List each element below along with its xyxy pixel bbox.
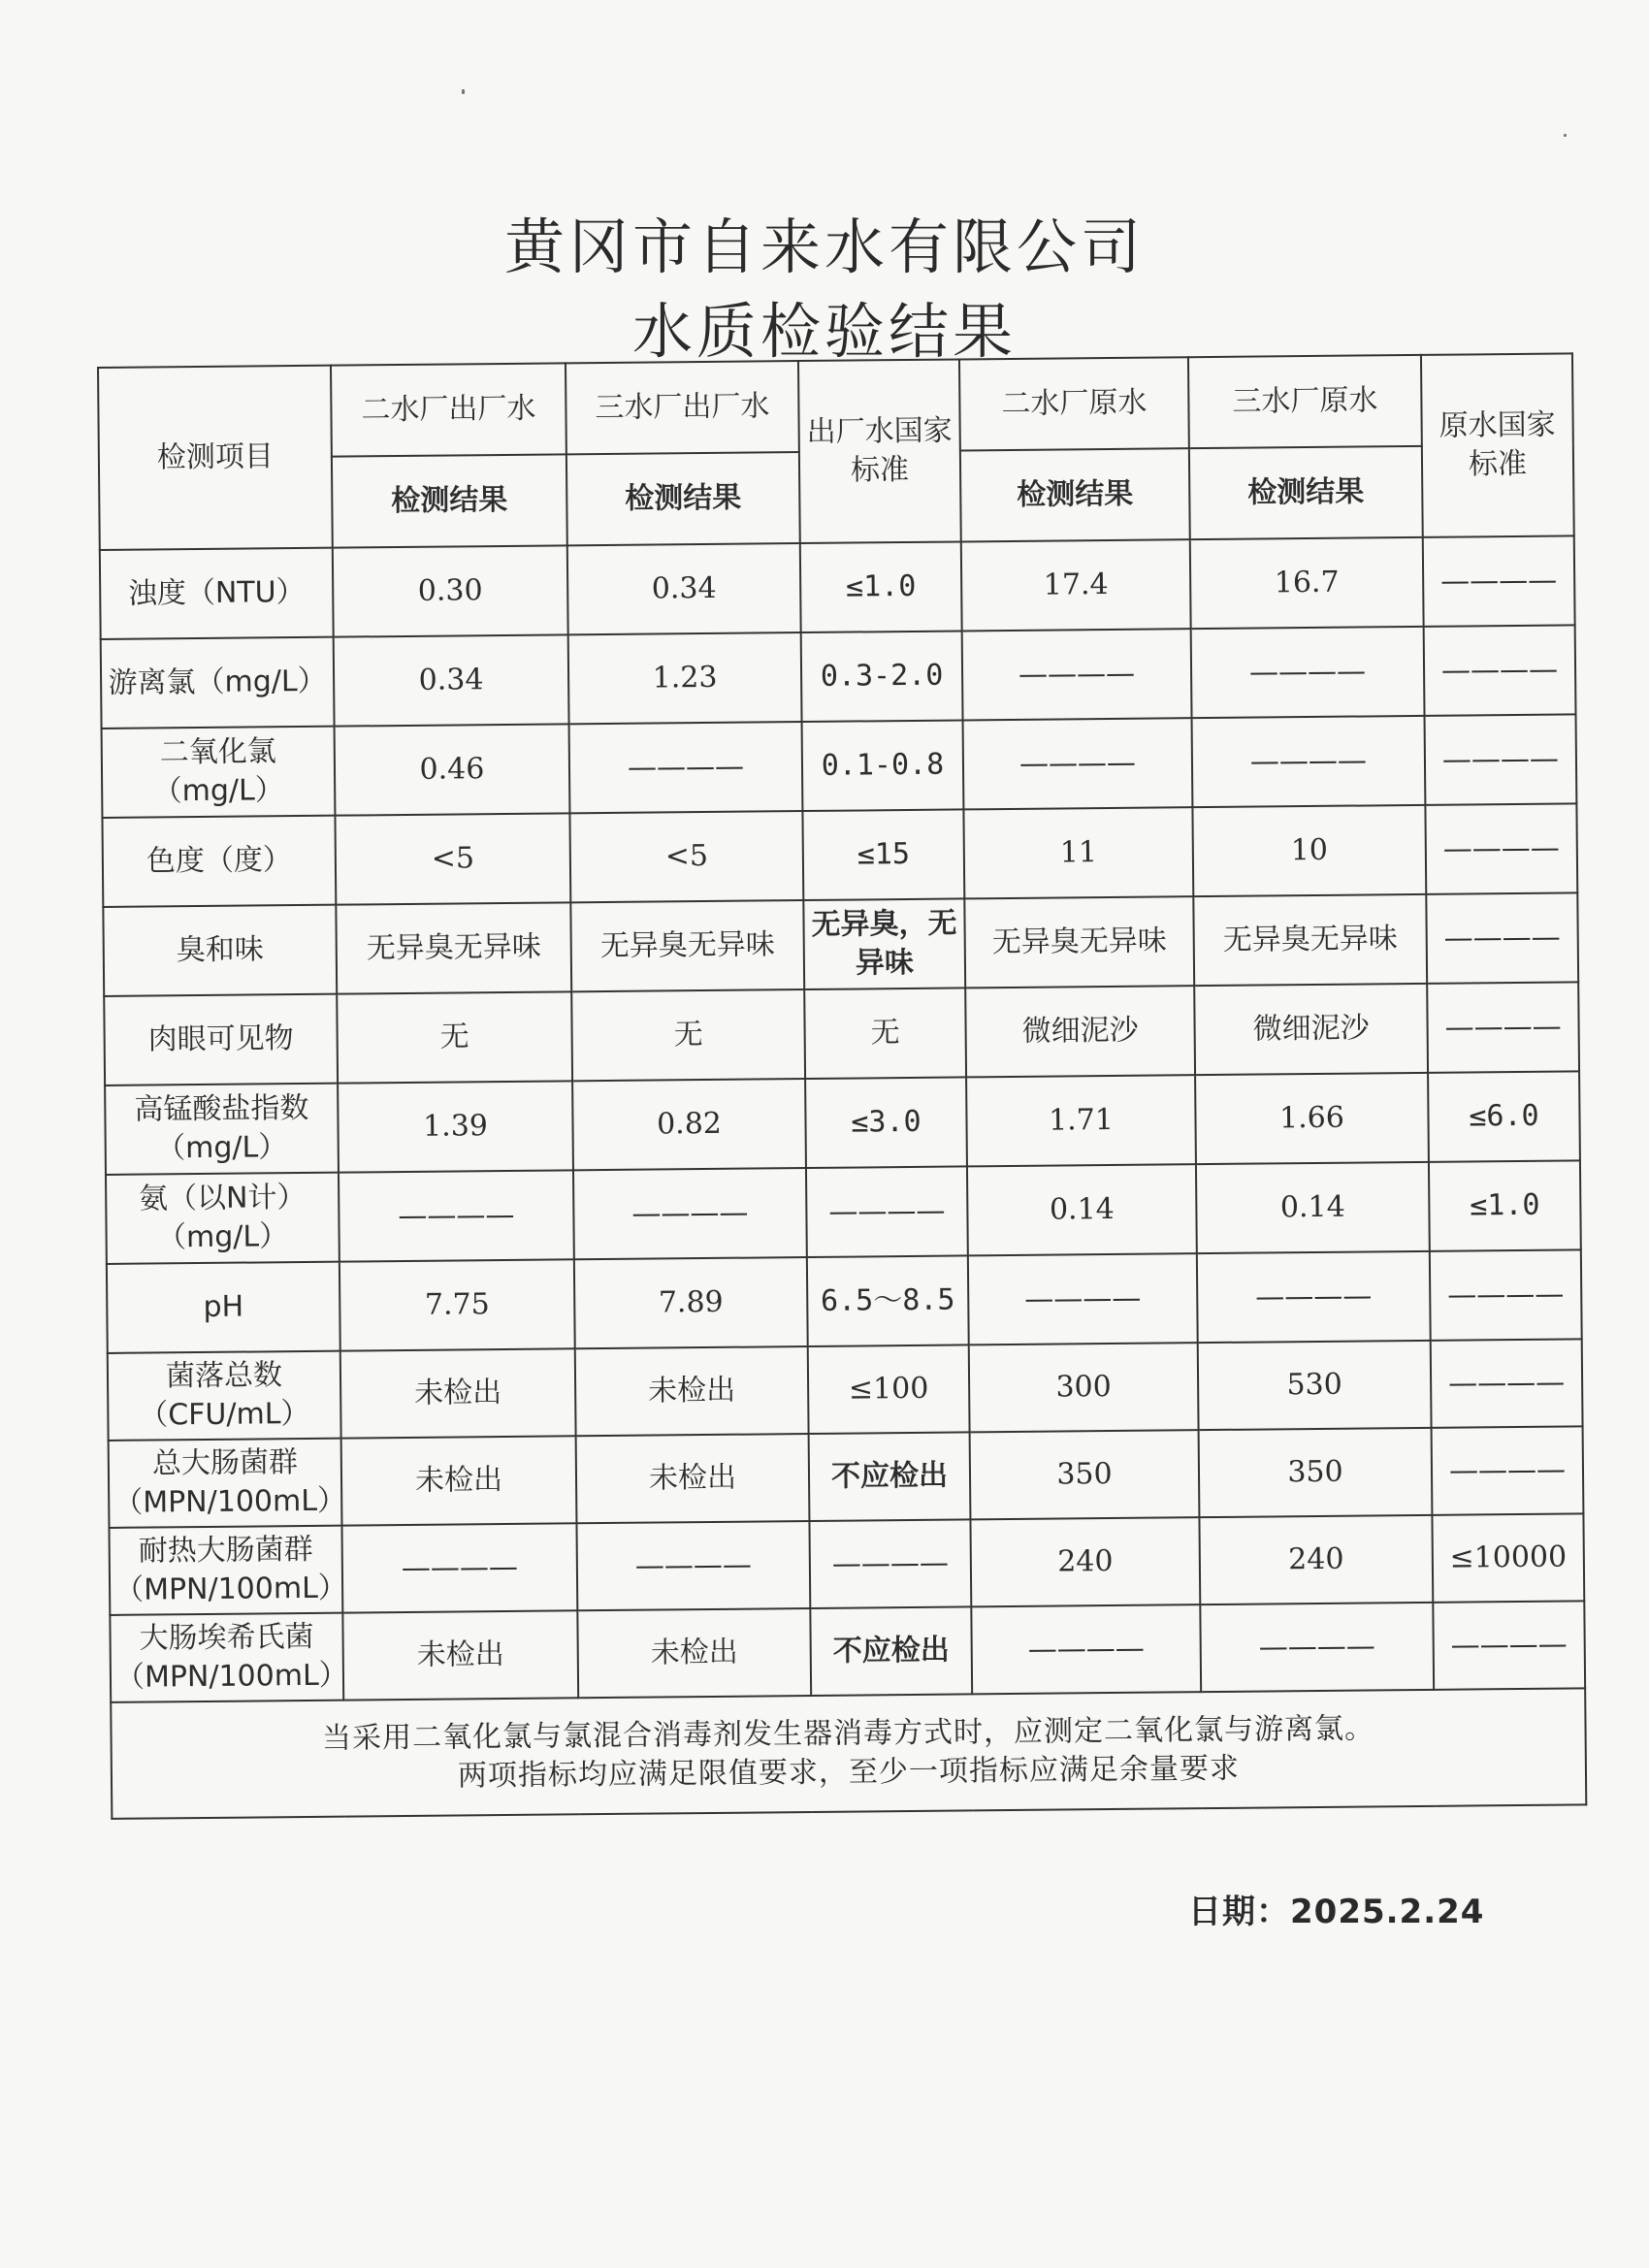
cell-standard: 无 xyxy=(804,988,966,1079)
company-title: 黄冈市自来水有限公司 xyxy=(503,211,1145,282)
cell-standard: ≤15 xyxy=(802,809,964,900)
note-line-1: 当采用二氧化氯与氯混合消毒剂发生器消毒方式时，应测定二氧化氯与游离氯。 xyxy=(321,1710,1375,1756)
table-row xyxy=(102,803,1577,907)
header-col3: 出厂水国家标准 xyxy=(798,359,961,543)
table-row xyxy=(107,1249,1582,1353)
header-col4: 二水厂原水 xyxy=(959,357,1189,450)
cell-value: 530 xyxy=(1198,1341,1432,1430)
cell-value: 0.82 xyxy=(572,1079,806,1170)
cell-value: ———— xyxy=(569,722,803,813)
cell-value: 微细泥沙 xyxy=(1194,984,1428,1075)
cell-standard: ———— xyxy=(1430,1249,1582,1340)
row-item: 浊度（NTU） xyxy=(100,548,334,639)
cell-standard: ———— xyxy=(1433,1601,1585,1689)
cell-value: 350 xyxy=(970,1430,1200,1519)
cell-value: ———— xyxy=(573,1168,807,1259)
cell-value: 0.14 xyxy=(967,1164,1197,1255)
cell-value: 无 xyxy=(337,991,572,1083)
cell-value: 0.34 xyxy=(334,634,569,726)
cell-value: 0.34 xyxy=(567,543,801,634)
row-item: 耐热大肠菌群（MPN/100mL） xyxy=(109,1526,342,1615)
cell-value: 17.4 xyxy=(961,539,1191,631)
cell-standard: ———— xyxy=(1423,535,1575,626)
cell-value: 无异臭无异味 xyxy=(964,896,1194,988)
header-col6: 原水国家标准 xyxy=(1421,353,1574,536)
cell-standard: ———— xyxy=(1425,714,1577,804)
cell-value: ———— xyxy=(1200,1603,1434,1692)
cell-value: ———— xyxy=(968,1253,1198,1345)
cell-value: ———— xyxy=(576,1521,810,1610)
table-row xyxy=(108,1339,1583,1441)
cell-value: 0.30 xyxy=(333,545,568,636)
cell-value: 1.23 xyxy=(568,632,802,724)
cell-value: ———— xyxy=(963,718,1193,809)
table-row xyxy=(103,892,1578,996)
table-row xyxy=(109,1426,1584,1528)
cell-standard: ≤6.0 xyxy=(1428,1071,1580,1161)
cell-value: 350 xyxy=(1199,1428,1433,1517)
row-item: 游离氯（mg/L） xyxy=(101,637,335,729)
cell-value: 未检出 xyxy=(341,1436,577,1525)
cell-standard: ≤3.0 xyxy=(805,1077,967,1168)
header-row xyxy=(98,353,1573,459)
cell-value: ———— xyxy=(1191,627,1425,718)
table-row xyxy=(104,982,1579,1085)
header-col1: 二水厂出厂水 xyxy=(331,363,566,456)
table-row xyxy=(100,535,1575,639)
header-item: 检测项目 xyxy=(98,366,333,550)
cell-value: 微细泥沙 xyxy=(965,986,1195,1077)
cell-standard: ———— xyxy=(1432,1426,1584,1514)
row-item: 高锰酸盐指数（mg/L） xyxy=(105,1084,339,1175)
cell-standard: 无异臭，无异味 xyxy=(803,898,965,989)
cell-standard: ———— xyxy=(1431,1339,1583,1427)
table-row xyxy=(105,1071,1580,1175)
cell-standard: 不应检出 xyxy=(809,1432,971,1521)
row-item: 总大肠菌群（MPN/100mL） xyxy=(109,1439,342,1528)
row-item: 二氧化氯（mg/L） xyxy=(102,727,336,818)
header-result-4: 检测结果 xyxy=(960,448,1190,541)
cell-standard: ———— xyxy=(1427,982,1579,1072)
table-row xyxy=(106,1160,1581,1264)
cell-value: 300 xyxy=(969,1343,1199,1432)
cell-value: 1.71 xyxy=(966,1075,1196,1166)
note-cell xyxy=(111,1688,1586,1819)
cell-standard: ———— xyxy=(1424,625,1576,715)
row-item: 菌落总数（CFU/mL） xyxy=(108,1351,341,1441)
cell-standard: ———— xyxy=(1426,892,1578,983)
cell-value: 未检出 xyxy=(577,1608,811,1698)
cell-value: ———— xyxy=(339,1170,574,1261)
row-item: pH xyxy=(107,1262,340,1353)
row-item: 肉眼可见物 xyxy=(104,994,338,1085)
results-table xyxy=(97,352,1587,1820)
cell-value: 240 xyxy=(1199,1515,1433,1604)
cell-value: 0.14 xyxy=(1196,1162,1430,1253)
cell-value: 10 xyxy=(1192,805,1426,896)
note-line-2: 两项指标均应满足限值要求，至少一项指标应满足余量要求 xyxy=(457,1751,1241,1794)
cell-standard: ≤1.0 xyxy=(1429,1160,1581,1250)
note-row xyxy=(111,1688,1586,1819)
table-row xyxy=(101,625,1576,729)
row-item: 氨（以N计）（mg/L） xyxy=(106,1173,340,1264)
cell-standard: 0.1-0.8 xyxy=(802,720,964,811)
report-date: 日期：2025.2.24 xyxy=(1188,1893,1485,1931)
row-item: 色度（度） xyxy=(102,816,336,907)
cell-standard: 不应检出 xyxy=(810,1606,972,1696)
cell-standard: ———— xyxy=(1425,803,1577,893)
cell-value: 7.89 xyxy=(574,1257,808,1348)
report-subtitle: 水质检验结果 xyxy=(631,296,1017,367)
header-result-5: 检测结果 xyxy=(1189,446,1423,539)
table-row xyxy=(110,1601,1585,1702)
cell-value: 无异臭无异味 xyxy=(336,902,571,993)
cell-standard: ———— xyxy=(809,1519,971,1608)
header-result-2: 检测结果 xyxy=(566,452,800,545)
cell-value: 未检出 xyxy=(576,1434,810,1523)
cell-value: ———— xyxy=(1192,716,1426,807)
cell-value: <5 xyxy=(569,811,803,902)
cell-standard: ≤1.0 xyxy=(800,541,962,632)
cell-value: 未检出 xyxy=(340,1348,576,1438)
cell-standard: 6.5～8.5 xyxy=(807,1255,969,1346)
table-row xyxy=(102,714,1577,818)
cell-standard: ≤100 xyxy=(808,1345,970,1434)
cell-value: ———— xyxy=(962,629,1192,720)
cell-value: 7.75 xyxy=(340,1259,575,1350)
header-col5: 三水厂原水 xyxy=(1188,355,1422,448)
cell-value: 1.66 xyxy=(1195,1073,1429,1164)
cell-value: <5 xyxy=(335,813,570,904)
cell-standard: ———— xyxy=(806,1166,968,1257)
header-result-1: 检测结果 xyxy=(332,454,567,547)
cell-value: ———— xyxy=(1197,1251,1431,1343)
cell-value: 240 xyxy=(970,1517,1200,1606)
cell-value: 无 xyxy=(571,989,805,1081)
cell-value: 未检出 xyxy=(575,1346,809,1436)
cell-value: 16.7 xyxy=(1190,537,1424,629)
cell-standard: ≤10000 xyxy=(1432,1513,1584,1602)
table-row xyxy=(109,1513,1584,1615)
cell-value: 未检出 xyxy=(342,1610,578,1700)
cell-value: 无异臭无异味 xyxy=(570,900,804,991)
header-col2: 三水厂出厂水 xyxy=(566,361,799,454)
cell-value: 11 xyxy=(963,807,1193,898)
cell-value: ———— xyxy=(971,1604,1201,1694)
cell-value: ———— xyxy=(341,1523,577,1612)
cell-value: 0.46 xyxy=(335,724,570,815)
cell-value: 1.39 xyxy=(338,1081,573,1172)
row-item: 臭和味 xyxy=(103,905,337,996)
cell-standard: 0.3-2.0 xyxy=(801,631,963,722)
cell-value: 无异臭无异味 xyxy=(1193,894,1427,986)
row-item: 大肠埃希氏菌（MPN/100mL） xyxy=(110,1613,343,1702)
